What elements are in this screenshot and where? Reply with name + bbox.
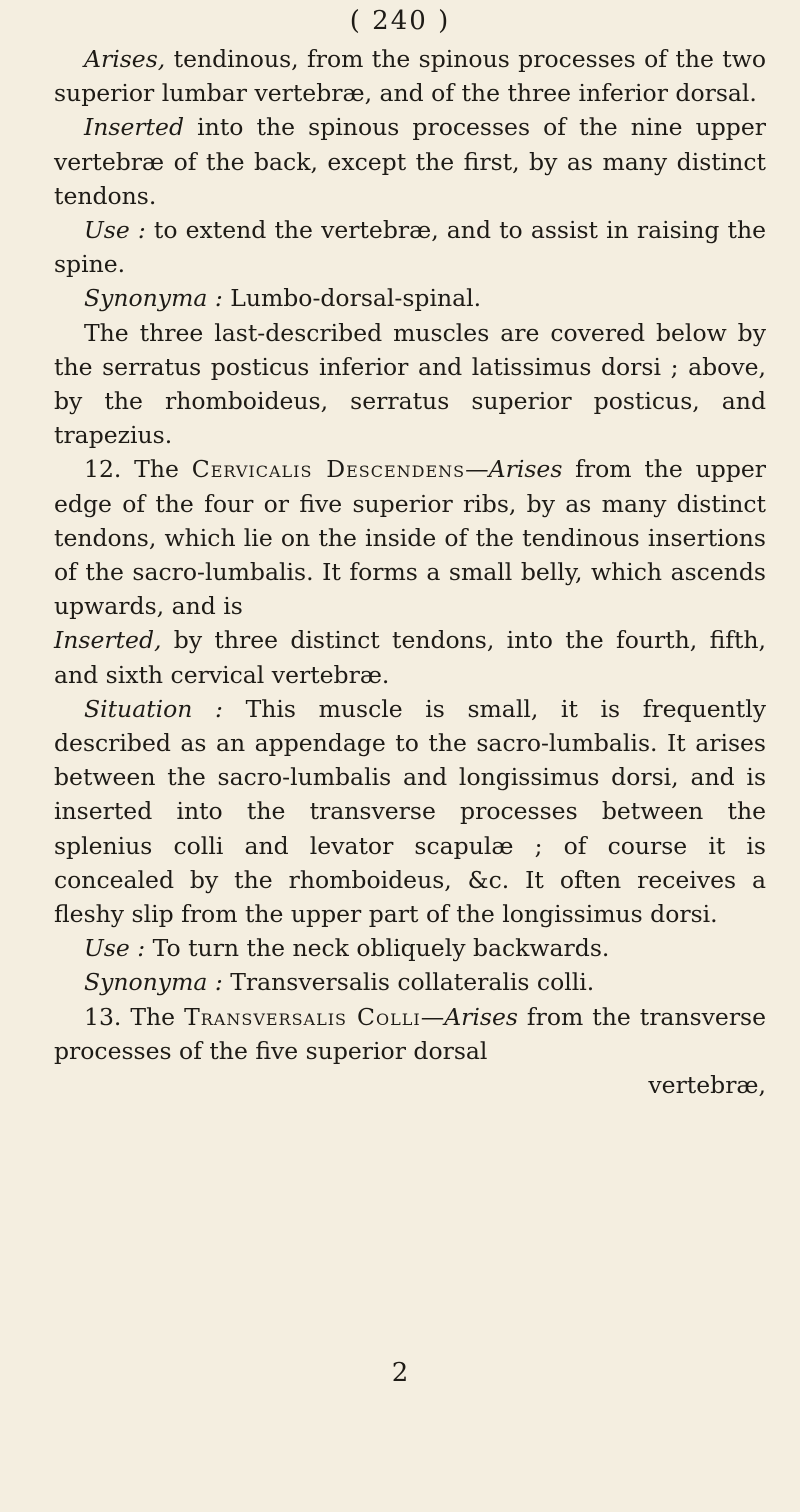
paragraph-text: into the spinous processes of the nine upper vertebræ of the back, except the first, by as many distinct tendons. <box>54 113 766 210</box>
muscle-name: Cervicalis Descendens <box>191 455 466 484</box>
page-number: ( 240 ) <box>349 6 451 36</box>
paragraph-text: This muscle is small, it is frequently described as an appendage to the sacro-lumbalis. It arises between the sacro-lumbalis and longissimus dorsi, and is inserted into the transverse processes between the splenius colli and levator scapulæ ; of course it is concealed by the rhomboideus, &c. It often receives a fleshy slip from the upper part of the longissimus dorsi. <box>54 694 766 929</box>
paragraph-synonyma-cervicalis <box>54 965 766 999</box>
term-label: Inserted <box>84 113 185 142</box>
term-label: Synonyma : <box>84 968 223 997</box>
paragraph-use <box>54 213 766 281</box>
muscle-name: Transversalis Colli <box>184 1002 421 1031</box>
term-label: Arises <box>444 1002 518 1031</box>
paragraph-inserted-cervicalis <box>54 623 766 691</box>
term-label: Inserted, <box>54 626 162 655</box>
paragraph-arises <box>54 42 766 110</box>
paragraph-text: The three last-described muscles are covered below by the serratus posticus inferior and latissimus dorsi ; above, by the rhomboideus, serratus superior posticus, and trapezius. <box>54 318 766 450</box>
term-label: Situation : <box>84 694 223 723</box>
catchword: vertebræ, <box>648 1071 766 1100</box>
paragraph-text: to extend the vertebræ, and to assist in raising the spine. <box>54 216 766 279</box>
paragraph-text: Lumbo-dorsal-spinal. <box>222 284 482 313</box>
term-label: Synonyma : <box>84 284 223 313</box>
paragraph-synonyma <box>54 281 766 315</box>
paragraph-covering <box>54 316 766 453</box>
dash: — <box>420 1002 445 1031</box>
paragraph-text: tendinous, from the spinous processes of the two superior lumbar vertebræ, and of the three inferior dorsal. <box>54 45 766 108</box>
paragraph-text: Transversalis collateralis colli. <box>222 968 595 997</box>
paragraph-text: from the upper edge of the four or five superior ribs, by as many distinct tendons, which lie on the inside of the tendinous insertions of the sacro-lumbalis. It forms a small belly, which ascends upwards, and is <box>54 455 767 621</box>
dash: — <box>465 455 489 484</box>
paragraph-text: by three distinct tendons, into the fourth, fifth, and sixth cervical vertebræ. <box>54 626 766 689</box>
section-number: 12. The <box>84 455 192 484</box>
signature-mark: 2 <box>391 1358 409 1388</box>
paragraph-transversalis <box>54 1000 766 1068</box>
term-label: Arises <box>488 455 563 484</box>
paragraph-text: To turn the neck obliquely backwards. <box>145 934 610 963</box>
paragraph-use-cervicalis <box>54 931 766 965</box>
section-number: 13. The <box>84 1002 185 1031</box>
paragraph-cervicalis <box>54 452 766 623</box>
term-label: Use : <box>84 934 146 963</box>
paragraph-text: from the transverse processes of the five superior dorsal <box>54 1002 767 1065</box>
body-text <box>54 42 766 1102</box>
term-label: Use : <box>84 216 146 245</box>
paragraph-situation <box>54 692 766 931</box>
term-label: Arises, <box>84 45 166 73</box>
paragraph-inserted <box>54 110 766 213</box>
